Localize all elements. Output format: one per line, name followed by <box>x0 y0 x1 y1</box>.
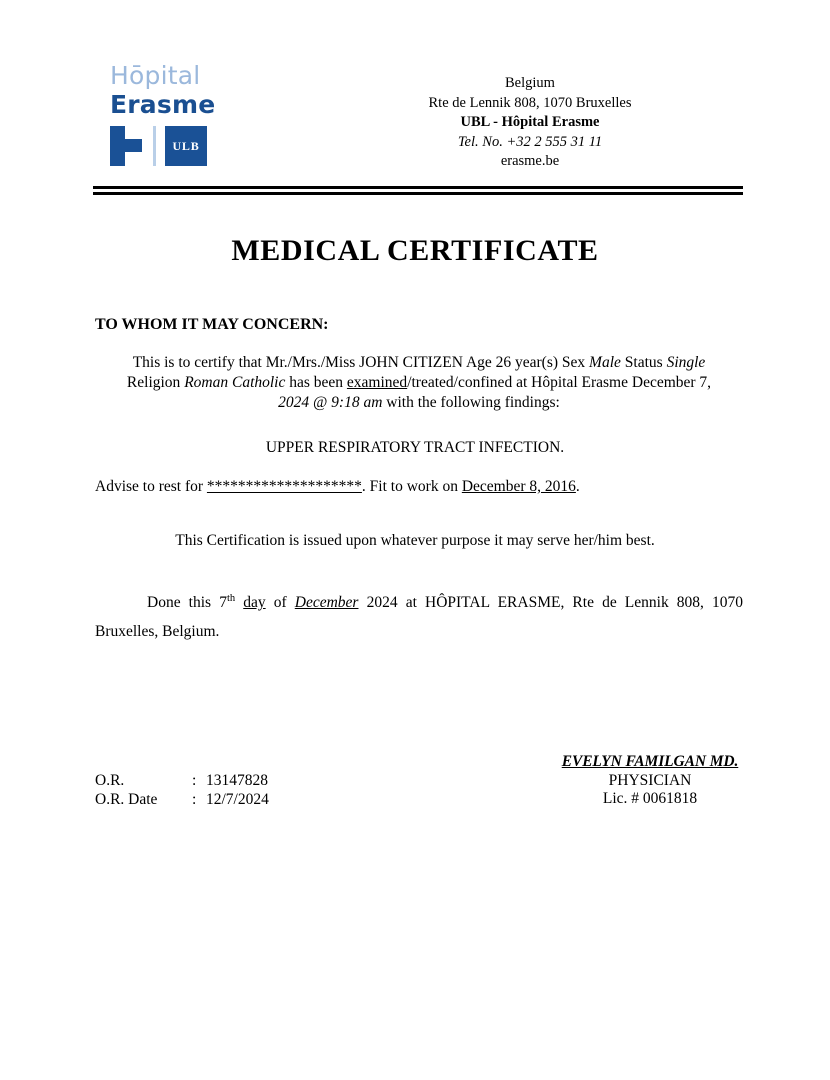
ulb-badge-label: ULB <box>172 138 200 153</box>
official-receipt-block <box>95 772 269 809</box>
certify-trailer: with the following findings: <box>386 394 560 411</box>
or-date-colon: : <box>192 790 197 808</box>
hospital-contact-block <box>380 74 680 172</box>
issued-statement: This Certification is issued upon whatever purpose it may serve her/him best. <box>175 532 655 549</box>
patient-religion: Roman Catholic <box>184 374 286 391</box>
certify-lead: This is to certify that Mr./Mrs./Miss <box>132 354 356 371</box>
header-divider <box>93 186 743 195</box>
done-day-number: 7 <box>219 594 227 611</box>
findings-text: UPPER RESPIRATORY TRACT INFECTION. <box>265 439 565 456</box>
done-paragraph <box>95 588 743 646</box>
facility-name: Hôpital Erasme <box>531 374 628 391</box>
or-date-label: O.R. Date <box>95 790 158 808</box>
advise-end: . <box>575 478 580 495</box>
or-date-row <box>95 791 269 810</box>
fit-to-work-date: December 8, 2016 <box>461 478 576 495</box>
patient-status: Single <box>666 354 706 371</box>
patient-name: JOHN CITIZEN <box>359 354 463 371</box>
advise-lead: Advise to rest for <box>95 478 204 495</box>
rest-duration-value: ******************** <box>206 478 362 495</box>
age-unit: year(s) <box>515 354 559 371</box>
document-header <box>0 58 830 183</box>
advise-paragraph <box>95 477 743 497</box>
done-day-word: day <box>243 594 266 611</box>
hospital-cross-icon <box>110 126 148 166</box>
hospital-website: erasme.be <box>500 153 560 169</box>
hospital-address: Rte de Lennik 808, 1070 Bruxelles <box>428 94 632 111</box>
logo-word-hopital: Hōpital <box>110 61 201 90</box>
certification-paragraph <box>95 353 743 413</box>
hospital-name: UBL - Hôpital Erasme <box>460 114 600 130</box>
physician-license: Lic. # 0061818 <box>602 790 698 807</box>
signature-block <box>505 753 795 809</box>
done-day-ordinal: th <box>226 592 236 604</box>
sex-label: Sex <box>561 354 586 371</box>
hospital-logo <box>110 62 340 166</box>
advise-mid: . Fit to work on <box>361 478 458 495</box>
patient-sex: Male <box>589 354 621 371</box>
treatment-examined: examined <box>346 374 408 391</box>
status-label: Status <box>624 354 663 371</box>
page-title: MEDICAL CERTIFICATE <box>231 234 599 267</box>
addressee-heading: TO WHOM IT MAY CONCERN: <box>95 316 329 333</box>
religion-label: Religion <box>126 374 181 391</box>
visit-date-line2: 2024 @ 9:18 am <box>278 394 383 411</box>
treatment-rest: /treated/confined at <box>407 374 528 391</box>
done-lead: Done this <box>147 594 212 611</box>
or-colon: : <box>192 772 197 789</box>
or-label: O.R. <box>95 772 125 789</box>
or-number-row <box>95 772 269 791</box>
done-at: at <box>405 594 417 611</box>
done-year: 2024 <box>366 594 398 611</box>
visit-date-line1: December 7, <box>631 374 712 391</box>
done-of: of <box>273 594 287 611</box>
hospital-country: Belgium <box>505 75 555 91</box>
patient-age: 26 <box>495 354 512 371</box>
physician-name: EVELYN FAMILGAN MD. <box>561 753 739 770</box>
logo-divider <box>153 126 156 166</box>
ulb-badge-icon <box>165 126 207 166</box>
logo-mark <box>110 126 340 166</box>
done-location: HÔPITAL ERASME, Rte de Lennik 808, 1070 Bruxelles, Belgium. <box>95 594 744 640</box>
or-date-value: 12/7/2024 <box>206 790 269 808</box>
done-month: December <box>294 594 359 611</box>
hospital-telephone: Tel. No. +32 2 555 31 11 <box>457 133 603 150</box>
treatment-lead: has been <box>289 374 344 391</box>
or-value: 13147828 <box>206 772 268 789</box>
logo-word-erasme: Erasme <box>110 90 216 119</box>
age-label: Age <box>465 354 492 371</box>
physician-role: PHYSICIAN <box>608 771 692 789</box>
